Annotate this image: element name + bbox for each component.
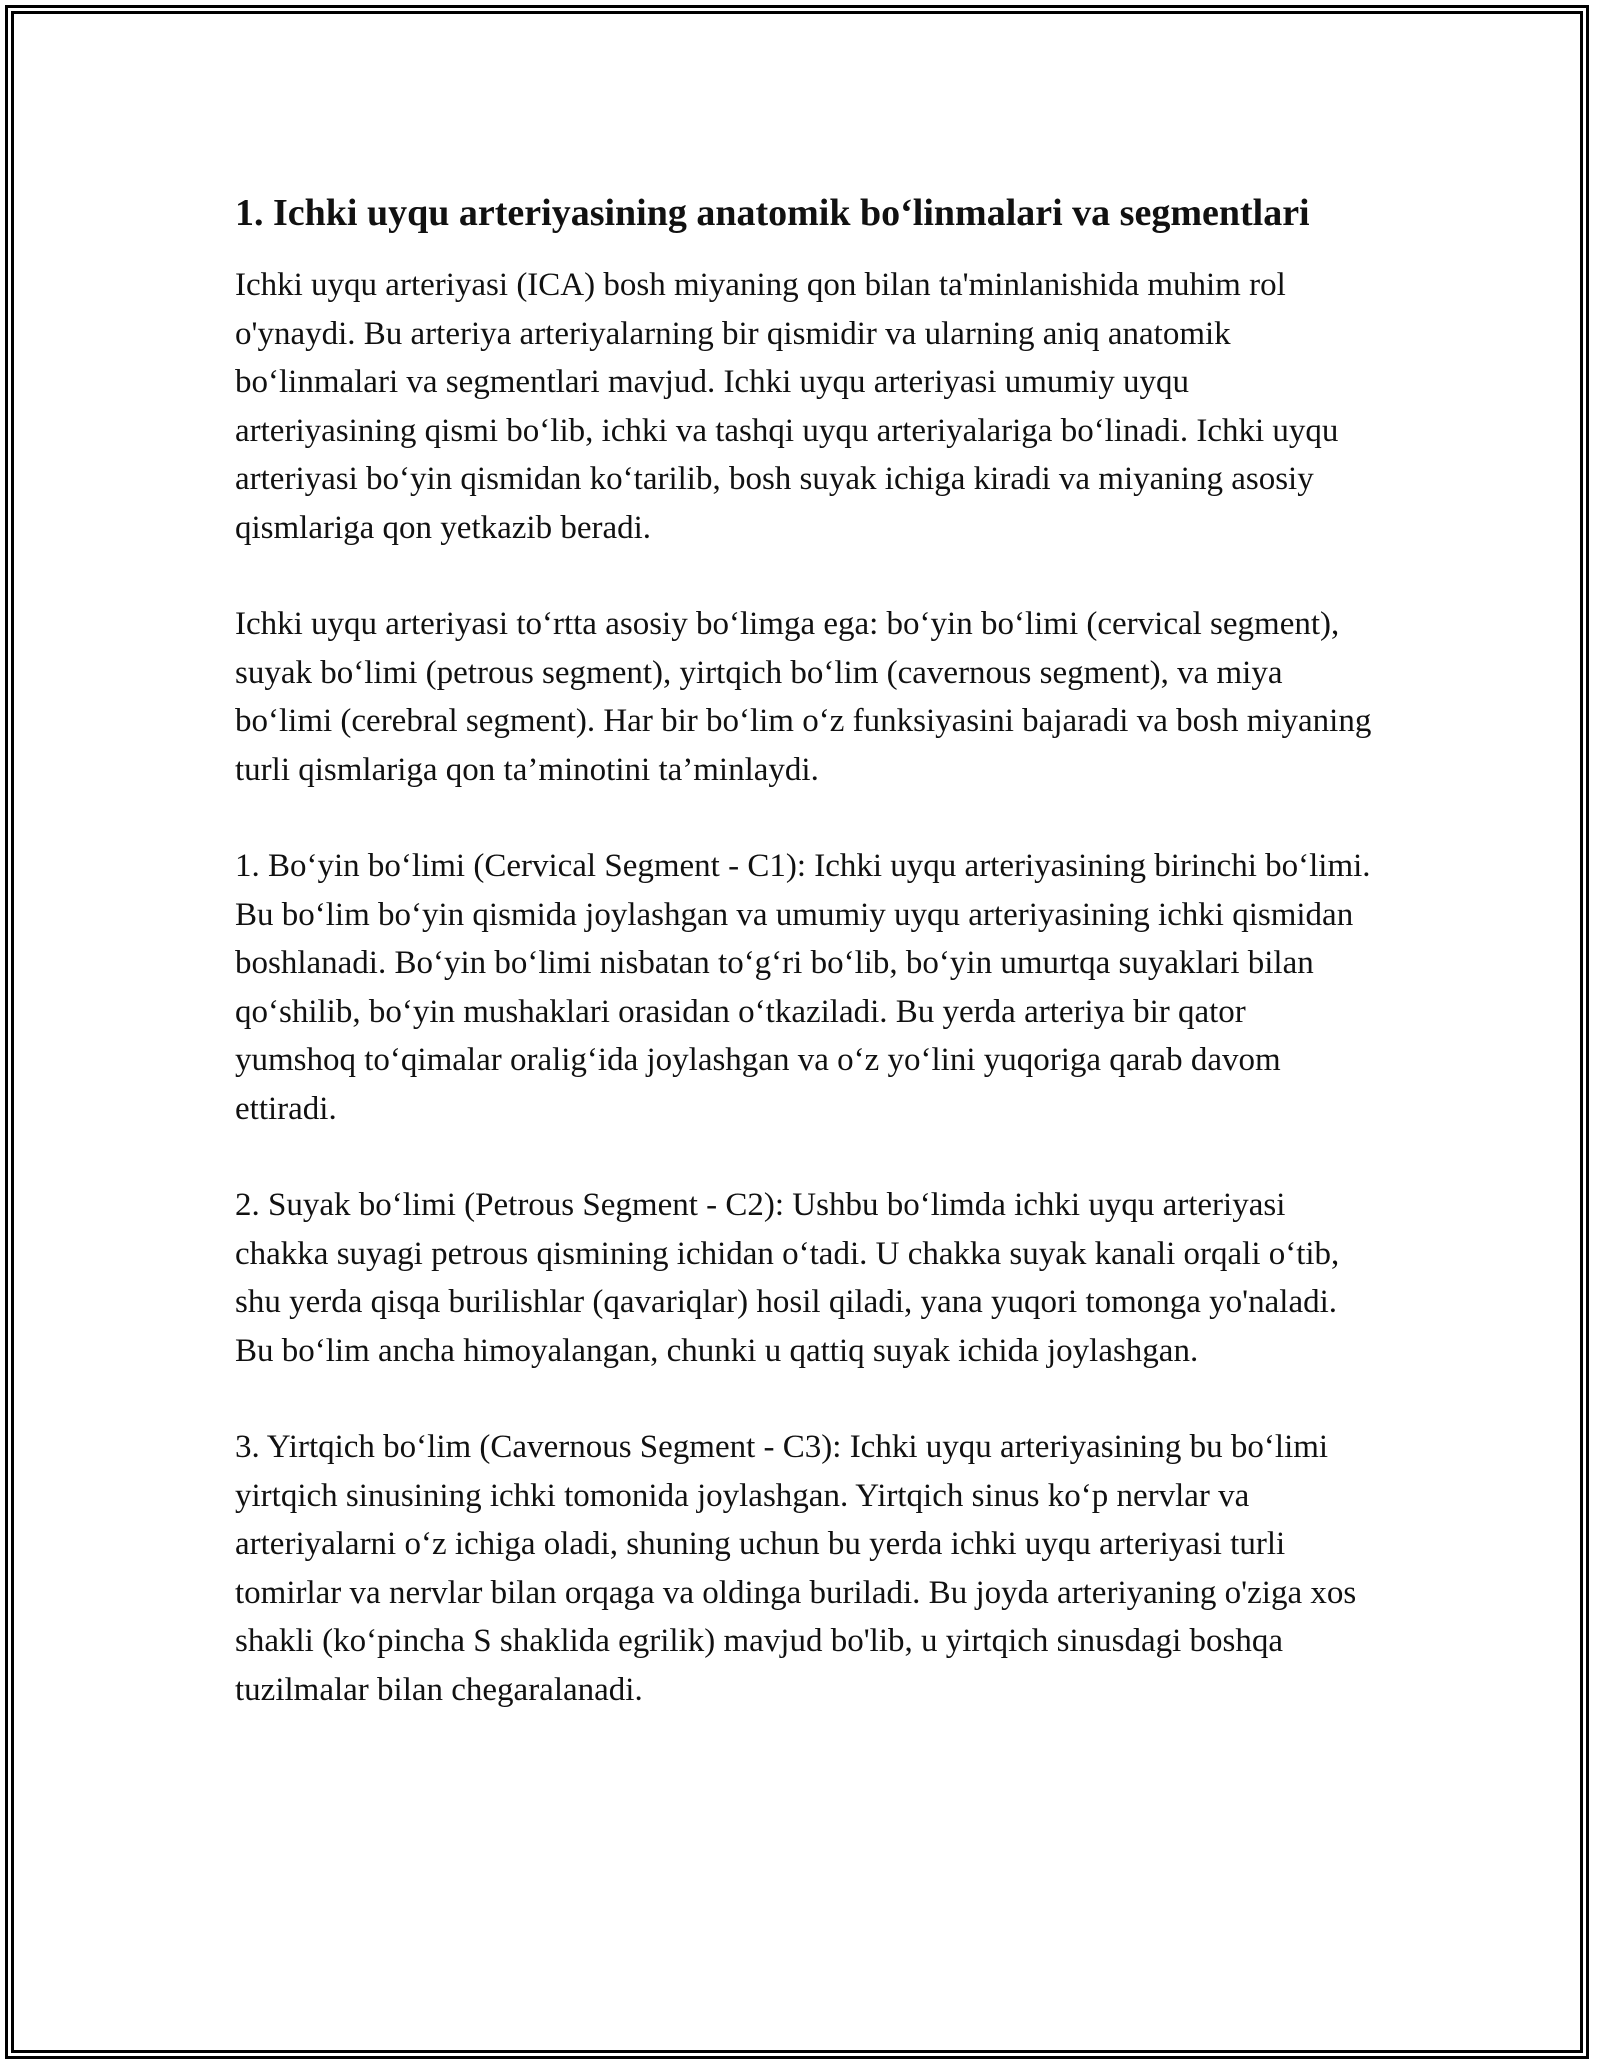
- paragraph-cervical-segment: 1. Bo‘yin bo‘limi (Cervical Segment - C1): Ichki uyqu arteriyasining birinchi bo‘limi. Bu bo‘lim bo‘yin qismida joylashgan va umumiy uyqu arteriyasining ichki qismidan boshlanadi. Bo‘yin bo‘limi nisbatan to‘g‘ri bo‘lib, bo‘yin umurtqa suyaklari bilan qo‘shilib, bo‘yin mushaklari orasidan o‘tkaziladi. Bu yerda arteriya bir qator yumshoq to‘qimalar oralig‘ida joylashgan va o‘z yo‘lini yuqoriga qarab davom ettiradi.: [235, 848, 1371, 1127]
- paragraph-intro: Ichki uyqu arteriyasi (ICA) bosh miyaning qon bilan ta'minlanishida muhim rol o'ynaydi. Bu arteriya arteriyalarning bir qismidir va ularning aniq anatomik bo‘linmalari va segmentlari mavjud. Ichki uyqu arteriyasi umumiy uyqu arteriyasining qismi bo‘lib, ichki va tashqi uyqu arteriyalariga bo‘linadi. Ichki uyqu arteriyasi bo‘yin qismidan ko‘tarilib, bosh suyak ichiga kiradi va miyaning asosiy qismlariga qon yetkazib beradi.: [235, 267, 1339, 546]
- paragraph-cavernous-segment: 3. Yirtqich bo‘lim (Cavernous Segment - C3): Ichki uyqu arteriyasining bu bo‘limi yirtqich sinusining ichki tomonida joylashgan. Yirtqich sinus ko‘p nervlar va arteriyalarni o‘z ichiga oladi, shuning uchun bu yerda ichki uyqu arteriyasi turli tomirlar va nervlar bilan orqaga va oldinga buriladi. Bu joyda arteriyaning o'ziga xos shakli (ko‘pincha S shaklida egrilik) mavjud bo'lib, u yirtqich sinusdagi boshqa tuzilmalar bilan chegaralanadi.: [235, 1429, 1357, 1708]
- paragraph-petrous-segment: 2. Suyak bo‘limi (Petrous Segment - C2): Ushbu bo‘limda ichki uyqu arteriyasi chakka suyagi petrous qismining ichidan o‘tadi. U chakka suyak kanali orqali o‘tib, shu yerda qisqa burilishlar (qavariqlar) hosil qiladi, yana yuqori tomonga yo'naladi. Bu bo‘lim ancha himoyalangan, chunki u qattiq suyak ichida joylashgan.: [235, 1187, 1340, 1369]
- paragraph-segments-overview: Ichki uyqu arteriyasi to‘rtta asosiy bo‘limga ega: bo‘yin bo‘limi (cervical segment), suyak bo‘limi (petrous segment), yirtqich bo‘lim (cavernous segment), va miya bo‘limi (cerebral segment). Har bir bo‘lim o‘z funksiyasini bajaradi va bosh miyaning turli qismlariga qon ta’minotini ta’minlaydi.: [235, 606, 1372, 788]
- section-heading: 1. Ichki uyqu arteriyasining anatomik bo‘linmalari va segmentlari: [235, 192, 1310, 234]
- document-body: [235, 186, 1375, 1762]
